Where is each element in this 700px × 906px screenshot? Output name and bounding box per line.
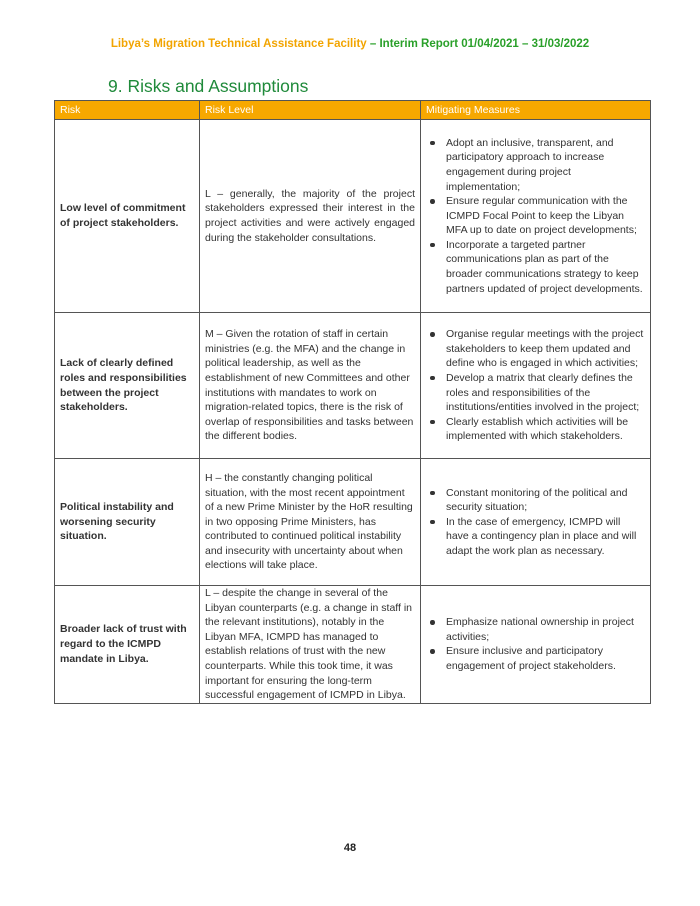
column-header-mitigating-measures: Mitigating Measures [421,101,651,120]
table-header-row [55,101,651,120]
risk-level-cell: L – generally, the majority of the project stakeholders expressed their interest in the project activities and were actively engaged during the stakeholder consultations. [200,120,421,313]
header-title: Libya’s Migration Technical Assistance Facility [110,38,367,50]
page-header [0,38,700,50]
measures-list [426,486,645,559]
risk-cell: Political instability and worsening security situation. [55,459,200,586]
measures-list [426,615,645,673]
risk-cell: Lack of clearly defined roles and responsibilities between the project stakeholders. [55,313,200,459]
risk-level-cell: L – despite the change in several of the Libyan counterparts (e.g. a change in staff in the relevant institutions), notably in the Libyan MFA, ICMPD has managed to establish relations of trust with the new counterparts. While this took time, it was important for ensuring the long-term successful engagement of ICMPD in Libya. [200,586,421,704]
table-row [55,313,651,459]
column-header-risk-level: Risk Level [200,101,421,120]
measure-item: Ensure regular communication with the ICMPD Focal Point to keep the Libyan MFA up to date on project developments; [426,194,645,238]
measures-list [426,327,645,444]
measures-cell [421,586,651,704]
risk-cell: Low level of commitment of project stakeholders. [55,120,200,313]
measures-list [426,136,645,297]
measure-item: In the case of emergency, ICMPD will have a contingency plan in place and will adapt the work plan as necessary. [426,515,645,559]
measure-item: Constant monitoring of the political and security situation; [426,486,645,515]
page-number: 48 [343,842,357,854]
measures-cell [421,120,651,313]
measures-cell [421,313,651,459]
table-row [55,586,651,704]
measure-item: Adopt an inclusive, transparent, and participatory approach to increase engagement during project implementation; [426,136,645,194]
measure-item: Emphasize national ownership in project activities; [426,615,645,644]
table-row [55,459,651,586]
measures-cell [421,459,651,586]
risks-table [54,100,651,704]
section-title: 9. Risks and Assumptions [108,76,309,96]
measure-item: Develop a matrix that clearly defines the roles and responsibilities of the institutions/entities involved in the project; [426,371,645,415]
table-row [55,120,651,313]
header-report-period: – Interim Report 01/04/2021 – 31/03/2022 [369,38,590,50]
measure-item: Clearly establish which activities will be implemented with which stakeholders. [426,415,645,444]
measure-item: Ensure inclusive and participatory engagement of project stakeholders. [426,644,645,673]
measure-item: Organise regular meetings with the project stakeholders to keep them updated and define who is engaged in which activities; [426,327,645,371]
risk-level-cell: M – Given the rotation of staff in certain ministries (e.g. the MFA) and the change in political leadership, as well as the establishment of new Committees and other institutions with mandates to work on migration-related topics, there is the risk of overlap of responsibilities and tasks between the different bodies. [200,313,421,459]
risk-cell: Broader lack of trust with regard to the ICMPD mandate in Libya. [55,586,200,704]
risk-level-cell: H – the constantly changing political situation, with the most recent appointment of a new Prime Minister by the HoR resulting in two opposing Prime Ministers, has contributed to continued political instability and insecurity with uncertainty about when elections will take place. [200,459,421,586]
column-header-risk: Risk [55,101,200,120]
measure-item: Incorporate a targeted partner communications plan as part of the broader communications strategy to keep partners updated of project developments. [426,238,645,296]
